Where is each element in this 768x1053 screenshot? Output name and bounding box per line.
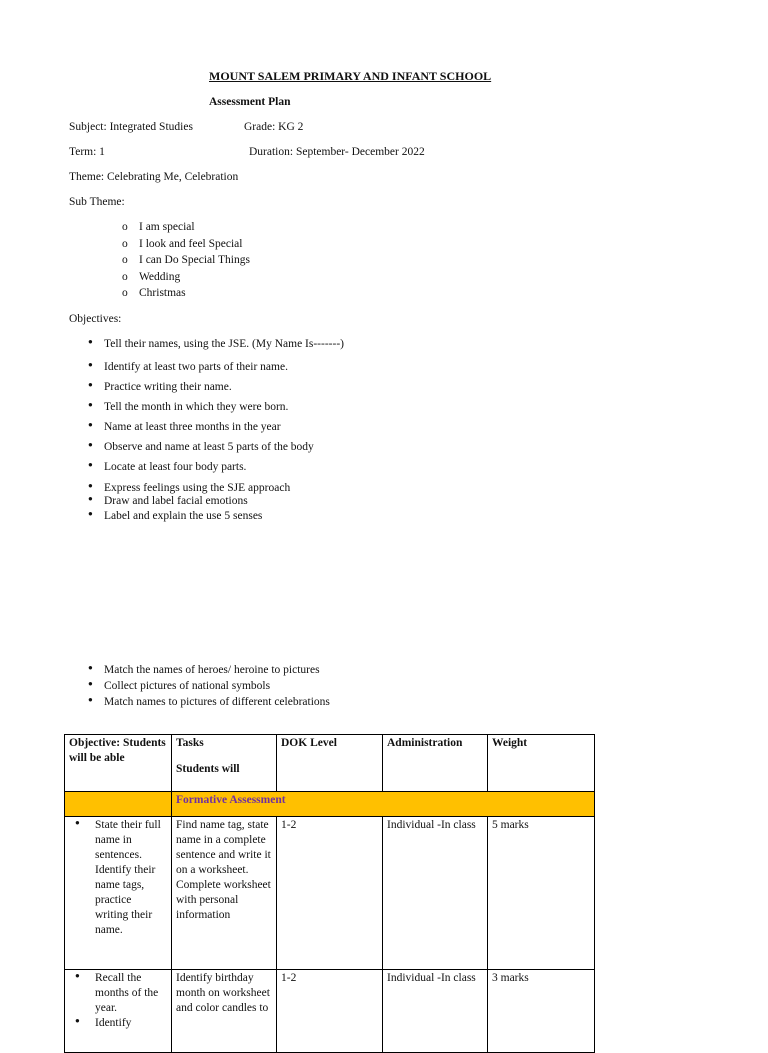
objective-item: ● Label and explain the use 5 senses [86,509,344,524]
objective-item: ● Express feelings using the SJE approach [86,481,344,494]
objective-cell-item: ● State their full name in sentences. Identify their name tags, practice writing their name. [69,818,167,938]
tasks-header [172,735,277,792]
school-name: MOUNT SALEM PRIMARY AND INFANT SCHOOL [209,69,492,83]
objective-item: ● Name at least three months in the year [86,420,344,440]
objectives-list [86,337,344,524]
objective-item: ● Tell the month in which they were born. [86,400,344,420]
objectives-label: Objectives: [69,313,122,325]
sub-theme-item: o Christmas [122,286,250,303]
assessment-table [64,734,595,1053]
objective-item: ● Collect pictures of national symbols [86,679,330,695]
table-row [65,970,595,1053]
weight-cell: 3 marks [488,970,595,1053]
tasks-cell: Identify birthday month on worksheet and color candles to [172,970,277,1053]
tasks-cell: Find name tag, state name in a complete sentence and write it on a worksheet. Complete worksheet with personal information [172,817,277,970]
objective-header: Objective: Students will be able [65,735,172,792]
objective-cell [65,817,172,970]
formative-section-row [65,792,595,817]
table-row [65,817,595,970]
objectives-list-continued [86,663,330,711]
tasks-header-label: Tasks [176,737,204,749]
objective-cell-list [69,971,167,1031]
grade-line: Grade: KG 2 [244,121,304,133]
weight-cell: 5 marks [488,817,595,970]
dok-cell: 1-2 [277,970,383,1053]
table-header-row [65,735,595,792]
objective-item: ● Tell their names, using the JSE. (My Name Is-------) [86,337,344,360]
term-line: Term: 1 [69,146,105,158]
administration-cell: Individual -In class [383,970,488,1053]
objective-cell-item: ● Recall the months of the year. [69,971,167,1016]
dok-header: DOK Level [277,735,383,792]
objective-item: ● Observe and name at least 5 parts of the body [86,440,344,460]
objective-item: ● Locate at least four body parts. [86,460,344,481]
formative-section-cell [172,792,595,817]
administration-cell: Individual -In class [383,817,488,970]
objective-item: ● Identify at least two parts of their name. [86,360,344,380]
sub-theme-item: o I look and feel Special [122,237,250,254]
objective-item: ● Match the names of heroes/ heroine to pictures [86,663,330,679]
objective-item: ● Practice writing their name. [86,380,344,400]
objective-cell-item: ● Identify [69,1016,167,1031]
subject-line: Subject: Integrated Studies [69,121,193,133]
duration-line: Duration: September- December 2022 [249,146,425,158]
objective-cell-list [69,818,167,938]
dok-cell: 1-2 [277,817,383,970]
sub-theme-item: o I am special [122,220,250,237]
tasks-header-sublabel: Students will [176,762,240,775]
objective-item: ● Draw and label facial emotions [86,494,344,509]
sub-theme-label: Sub Theme: [69,196,125,208]
administration-header: Administration [383,735,488,792]
formative-assessment-label: Formative Assessment [176,794,286,806]
sub-theme-list [122,220,250,303]
objective-cell [65,970,172,1053]
formative-spacer-cell [65,792,172,817]
sub-theme-item: o Wedding [122,270,250,287]
document-title: Assessment Plan [209,96,291,108]
objective-item: ● Match names to pictures of different celebrations [86,695,330,711]
theme-line: Theme: Celebrating Me, Celebration [69,171,239,183]
sub-theme-item: o I can Do Special Things [122,253,250,270]
weight-header: Weight [488,735,595,792]
